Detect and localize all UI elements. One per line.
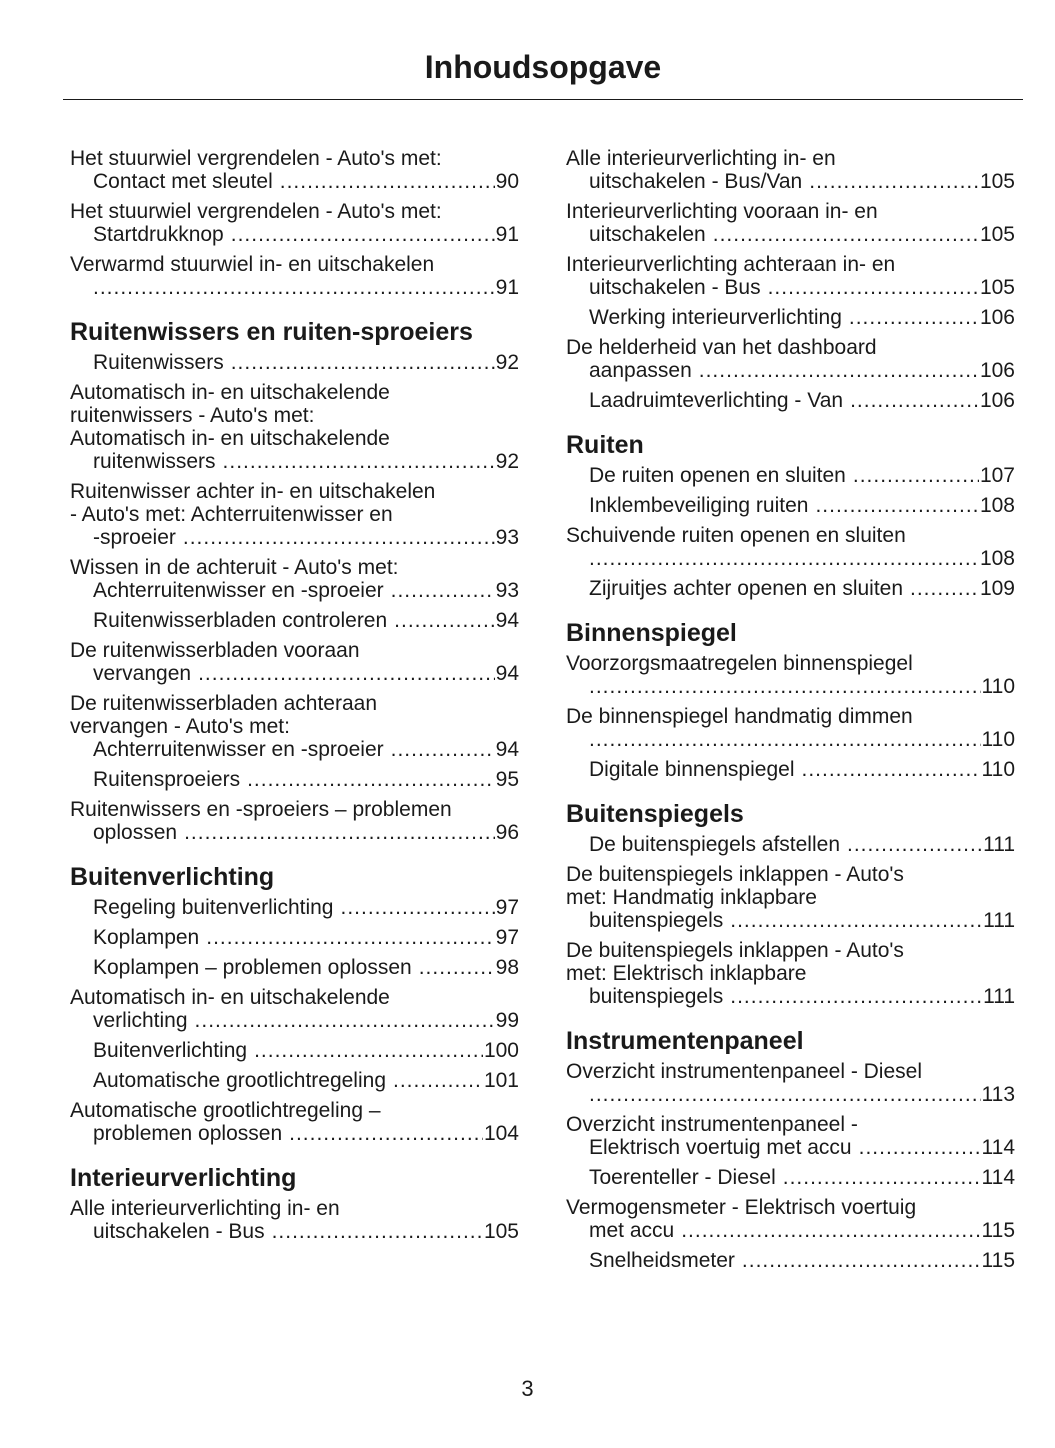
toc-entry-leader-line — [93, 526, 519, 549]
toc-entry-leader-line — [589, 985, 1015, 1008]
toc-page-number: 110 — [981, 728, 1015, 751]
toc-entry-label: Inklembeveiliging ruiten — [589, 494, 809, 517]
toc-page-number: 92 — [495, 450, 519, 473]
toc-entry-leader-line — [93, 170, 519, 193]
dot-leader — [198, 662, 495, 685]
dot-leader — [589, 547, 979, 570]
toc-entry-label: Elektrisch voertuig met accu — [589, 1136, 852, 1159]
toc-entry-leader-line — [589, 359, 1015, 382]
toc-page-number: 90 — [495, 170, 519, 193]
dot-leader — [589, 728, 981, 751]
toc-entry-label: De ruiten openen en sluiten — [589, 464, 846, 487]
toc-entry-line: Automatisch in- en uitschakelende — [70, 986, 390, 1009]
dot-leader — [809, 170, 979, 193]
section-heading: Buitenverlichting — [70, 863, 275, 891]
toc-entry-label: Ruitensproeiers — [93, 768, 241, 791]
toc-entry[interactable] — [566, 1060, 1015, 1106]
toc-entry-line: Interieurverlichting vooraan in- en — [566, 200, 878, 223]
toc-entry-leader-line — [93, 1039, 519, 1062]
toc-entry[interactable] — [566, 1166, 1015, 1189]
dot-leader — [289, 1122, 483, 1145]
toc-entry-leader-line — [589, 170, 1015, 193]
toc-entry-leader-line — [93, 821, 519, 844]
section-heading: Buitenspiegels — [566, 800, 744, 828]
toc-entry-line: Overzicht instrumentenpaneel - Diesel — [566, 1060, 922, 1083]
toc-entry-leader-line — [589, 547, 1015, 570]
toc-entry-leader-line — [93, 1069, 519, 1092]
toc-page-number: 105 — [979, 170, 1015, 193]
toc-entry[interactable] — [566, 1196, 1015, 1242]
dot-leader — [231, 223, 495, 246]
toc-entry[interactable] — [70, 480, 519, 549]
title-divider — [63, 99, 1023, 100]
toc-entry[interactable] — [70, 1197, 519, 1243]
toc-entry[interactable] — [566, 1249, 1015, 1272]
toc-page-number: 100 — [483, 1039, 519, 1062]
toc-entry-label: Werking interieurverlichting — [589, 306, 842, 329]
toc-page-number: 111 — [983, 909, 1015, 932]
toc-entry[interactable] — [566, 389, 1015, 412]
toc-entry-line: met: Handmatig inklapbare — [566, 886, 817, 909]
toc-entry-leader-line — [93, 1122, 519, 1145]
toc-entry[interactable] — [70, 639, 519, 685]
toc-page-number: 92 — [495, 351, 519, 374]
dot-leader — [254, 1039, 483, 1062]
toc-entry-label: Ruitenwisserbladen controleren — [93, 609, 388, 632]
toc-entry-leader-line — [93, 1009, 519, 1032]
section-heading: Binnenspiegel — [566, 619, 737, 647]
toc-page-number: 107 — [979, 464, 1015, 487]
dot-leader — [391, 738, 495, 761]
toc-entry-label: Buitenverlichting — [93, 1039, 248, 1062]
dot-leader — [730, 985, 982, 1008]
toc-entry-line: Verwarmd stuurwiel in- en uitschakelen — [70, 253, 435, 276]
toc-page-number: 111 — [983, 985, 1015, 1008]
toc-entry-label: Toerenteller - Diesel — [589, 1166, 776, 1189]
toc-entry[interactable] — [566, 336, 1015, 382]
toc-entry[interactable] — [70, 768, 519, 791]
toc-entry-line: - Auto's met: Achterruitenwisser en — [70, 503, 393, 526]
toc-entry-label: met accu — [589, 1219, 675, 1242]
toc-entry-leader-line — [589, 1083, 1015, 1106]
toc-entry[interactable] — [70, 798, 519, 844]
toc-entry-leader-line — [589, 1249, 1015, 1272]
toc-page-number: 101 — [483, 1069, 519, 1092]
toc-page-number: 106 — [979, 306, 1015, 329]
toc-entry-leader-line — [589, 494, 1015, 517]
toc-page-number: 96 — [495, 821, 519, 844]
dot-leader — [681, 1219, 980, 1242]
dot-leader — [195, 1009, 495, 1032]
toc-entry-line: De buitenspiegels inklappen - Auto's — [566, 863, 904, 886]
toc-entry-line: Het stuurwiel vergrendelen - Auto's met: — [70, 200, 442, 223]
toc-entry[interactable] — [566, 758, 1015, 781]
toc-entry-leader-line — [93, 223, 519, 246]
dot-leader — [223, 450, 495, 473]
dot-leader — [801, 758, 980, 781]
section-heading: Ruitenwissers en ruiten-sproeiers — [70, 318, 473, 346]
dot-leader — [206, 926, 494, 949]
toc-section — [70, 864, 519, 1145]
toc-entry-leader-line — [93, 450, 519, 473]
toc-entry[interactable] — [70, 692, 519, 761]
toc-entry[interactable] — [70, 1039, 519, 1062]
dot-leader — [419, 956, 495, 979]
toc-section — [70, 1165, 519, 1243]
toc-entry-line: Het stuurwiel vergrendelen - Auto's met: — [70, 147, 442, 170]
toc-entry-label: Automatische grootlichtregeling — [93, 1069, 386, 1092]
dot-leader — [859, 1136, 981, 1159]
toc-entry-leader-line — [589, 758, 1015, 781]
dot-leader — [280, 170, 495, 193]
toc-entry[interactable] — [70, 609, 519, 632]
toc-entry[interactable] — [566, 1113, 1015, 1159]
toc-entry-leader-line — [93, 956, 519, 979]
toc-entry-label: Koplampen — [93, 926, 200, 949]
toc-page-number: 108 — [979, 494, 1015, 517]
toc-entry[interactable] — [566, 939, 1015, 1008]
toc-page-number: 91 — [495, 223, 519, 246]
section-heading: Interieurverlichting — [70, 1164, 297, 1192]
toc-page-number: 97 — [495, 926, 519, 949]
toc-entry-label: Snelheidsmeter — [589, 1249, 735, 1272]
toc-entry[interactable] — [70, 986, 519, 1032]
toc-entry-line: De ruitenwisserbladen vooraan — [70, 639, 360, 662]
toc-section — [566, 147, 1015, 412]
toc-entry-leader-line — [589, 389, 1015, 412]
dot-leader — [272, 1220, 483, 1243]
toc-page-number: 114 — [981, 1136, 1015, 1159]
toc-entry-leader-line — [589, 464, 1015, 487]
dot-leader — [742, 1249, 981, 1272]
toc-column-right — [566, 147, 1015, 1279]
page-number: 3 — [521, 1376, 534, 1401]
toc-entry-leader-line — [93, 738, 519, 761]
toc-entry-leader-line — [93, 276, 519, 299]
dot-leader — [783, 1166, 981, 1189]
toc-entry-label: Achterruitenwisser en -sproeier — [93, 738, 384, 761]
toc-entry-line: Alle interieurverlichting in- en — [566, 147, 836, 170]
toc-entry-leader-line — [589, 833, 1015, 856]
toc-entry[interactable] — [566, 494, 1015, 517]
toc-entry[interactable] — [566, 464, 1015, 487]
toc-entry-leader-line — [93, 1220, 519, 1243]
toc-page-number: 105 — [979, 223, 1015, 246]
toc-entry-label: Startdrukknop — [93, 223, 224, 246]
toc-page-number: 113 — [981, 1083, 1015, 1106]
toc-section — [566, 801, 1015, 1008]
toc-entry-line: Alle interieurverlichting in- en — [70, 1197, 340, 1220]
toc-entry-label: uitschakelen - Bus/Van — [589, 170, 803, 193]
toc-entry[interactable] — [566, 863, 1015, 932]
dot-leader — [853, 464, 979, 487]
toc-entry[interactable] — [70, 381, 519, 473]
toc-page-number: 98 — [495, 956, 519, 979]
dot-leader — [184, 821, 495, 844]
toc-entry-label: Achterruitenwisser en -sproeier — [93, 579, 384, 602]
toc-page-number: 108 — [979, 547, 1015, 570]
dot-leader — [247, 768, 495, 791]
toc-entry[interactable] — [566, 652, 1015, 698]
toc-entry-label: oplossen — [93, 821, 178, 844]
dot-leader — [713, 223, 979, 246]
toc-section — [70, 147, 519, 299]
toc-entry-leader-line — [589, 577, 1015, 600]
dot-leader — [231, 351, 495, 374]
toc-entry[interactable] — [70, 956, 519, 979]
toc-entry-line: ruitenwissers - Auto's met: — [70, 404, 315, 427]
toc-entry-label: Koplampen – problemen oplossen — [93, 956, 412, 979]
toc-entry-line: met: Elektrisch inklapbare — [566, 962, 807, 985]
dot-leader — [391, 579, 495, 602]
toc-entry-label: De buitenspiegels afstellen — [589, 833, 840, 856]
toc-page-number: 105 — [979, 276, 1015, 299]
toc-entry-line: Automatisch in- en uitschakelende — [70, 381, 390, 404]
section-heading: Ruiten — [566, 431, 644, 459]
toc-page-number: 94 — [495, 609, 519, 632]
toc-entry-leader-line — [589, 1136, 1015, 1159]
toc-entry[interactable] — [566, 705, 1015, 751]
toc-entry-line: Voorzorgsmaatregelen binnenspiegel — [566, 652, 913, 675]
toc-entry[interactable] — [70, 200, 519, 246]
dot-leader — [393, 1069, 483, 1092]
toc-entry-leader-line — [93, 768, 519, 791]
toc-entry-leader-line — [589, 728, 1015, 751]
toc-entry[interactable] — [70, 896, 519, 919]
toc-entry-label: buitenspiegels — [589, 909, 724, 932]
toc-page-number: 94 — [495, 738, 519, 761]
toc-entry[interactable] — [566, 524, 1015, 570]
toc-entry-leader-line — [93, 609, 519, 632]
toc-entry[interactable] — [70, 351, 519, 374]
dot-leader — [849, 306, 979, 329]
toc-entry-leader-line — [93, 351, 519, 374]
toc-page-number: 115 — [981, 1219, 1015, 1242]
toc-entry-line: Ruitenwissers en -sproeiers – problemen — [70, 798, 452, 821]
toc-page-number: 91 — [495, 276, 519, 299]
toc-page-number: 114 — [981, 1166, 1015, 1189]
dot-leader — [341, 896, 495, 919]
toc-page-number: 97 — [495, 896, 519, 919]
toc-page-number: 105 — [483, 1220, 519, 1243]
dot-leader — [183, 526, 495, 549]
toc-entry-leader-line — [93, 926, 519, 949]
toc-page-number: 110 — [981, 758, 1015, 781]
toc-entry-line: Wissen in de achteruit - Auto's met: — [70, 556, 399, 579]
toc-entry[interactable] — [566, 577, 1015, 600]
toc-page-number: 106 — [979, 389, 1015, 412]
toc-entry-line: De buitenspiegels inklappen - Auto's — [566, 939, 904, 962]
toc-entry-label: Contact met sleutel — [93, 170, 273, 193]
toc-entry-line: Overzicht instrumentenpaneel - — [566, 1113, 858, 1136]
toc-entry-leader-line — [93, 579, 519, 602]
toc-page-number: 99 — [495, 1009, 519, 1032]
toc-page-number: 106 — [979, 359, 1015, 382]
toc-entry-line: Interieurverlichting achteraan in- en — [566, 253, 896, 276]
toc-entry-label: verlichting — [93, 1009, 188, 1032]
toc-entry-leader-line — [93, 896, 519, 919]
toc-entry-label: uitschakelen — [589, 223, 706, 246]
dot-leader — [589, 675, 981, 698]
toc-entry[interactable] — [566, 306, 1015, 329]
toc-entry-label: problemen oplossen — [93, 1122, 283, 1145]
toc-entry[interactable] — [70, 253, 519, 299]
toc-entry[interactable] — [566, 200, 1015, 246]
toc-section — [566, 1028, 1015, 1272]
toc-entry-label: buitenspiegels — [589, 985, 724, 1008]
toc-entry-leader-line — [589, 276, 1015, 299]
toc-entry-label: Digitale binnenspiegel — [589, 758, 795, 781]
toc-entry-label: ruitenwissers — [93, 450, 216, 473]
toc-section — [566, 432, 1015, 600]
toc-entry[interactable] — [566, 147, 1015, 193]
toc-entry-leader-line — [589, 1219, 1015, 1242]
toc-page-number: 109 — [979, 577, 1015, 600]
toc-page-number: 95 — [495, 768, 519, 791]
toc-section — [566, 620, 1015, 781]
toc-entry-line: De helderheid van het dashboard — [566, 336, 877, 359]
toc-column-left — [70, 147, 519, 1250]
dot-leader — [699, 359, 979, 382]
dot-leader — [93, 276, 495, 299]
toc-entry[interactable] — [70, 147, 519, 193]
toc-page-number: 93 — [495, 526, 519, 549]
toc-entry-leader-line — [589, 306, 1015, 329]
toc-entry-line: Automatische grootlichtregeling – — [70, 1099, 381, 1122]
toc-entry-label: -sproeier — [93, 526, 176, 549]
toc-entry-leader-line — [589, 1166, 1015, 1189]
toc-page-number: 115 — [981, 1249, 1015, 1272]
toc-entry-line: Automatisch in- en uitschakelende — [70, 427, 390, 450]
toc-entry[interactable] — [70, 556, 519, 602]
toc-entry[interactable] — [70, 1099, 519, 1145]
toc-entry[interactable] — [566, 253, 1015, 299]
toc-entry[interactable] — [70, 926, 519, 949]
toc-entry-leader-line — [589, 909, 1015, 932]
toc-entry-label: uitschakelen - Bus — [93, 1220, 265, 1243]
toc-page-number: 110 — [981, 675, 1015, 698]
toc-entry-leader-line — [93, 662, 519, 685]
toc-entry-label: Ruitenwissers — [93, 351, 224, 374]
toc-entry-label: Zijruitjes achter openen en sluiten — [589, 577, 904, 600]
toc-entry-label: aanpassen — [589, 359, 692, 382]
dot-leader — [589, 1083, 981, 1106]
toc-entry-line: Schuivende ruiten openen en sluiten — [566, 524, 906, 547]
toc-page-number: 111 — [983, 833, 1015, 856]
toc-section — [70, 319, 519, 844]
toc-page-number: 93 — [495, 579, 519, 602]
toc-entry-leader-line — [589, 675, 1015, 698]
toc-entry-label: Regeling buitenverlichting — [93, 896, 334, 919]
dot-leader — [730, 909, 982, 932]
toc-entry-line: De ruitenwisserbladen achteraan — [70, 692, 378, 715]
toc-entry-line: De binnenspiegel handmatig dimmen — [566, 705, 913, 728]
toc-entry-label: Laadruimteverlichting - Van — [589, 389, 844, 412]
toc-page-number: 104 — [483, 1122, 519, 1145]
toc-entry-line: Ruitenwisser achter in- en uitschakelen — [70, 480, 436, 503]
dot-leader — [815, 494, 978, 517]
dot-leader — [850, 389, 979, 412]
page-title: Inhoudsopgave — [424, 49, 662, 85]
dot-leader — [910, 577, 979, 600]
toc-entry-label: uitschakelen - Bus — [589, 276, 761, 299]
toc-entry[interactable] — [70, 1069, 519, 1092]
section-heading: Instrumentenpaneel — [566, 1027, 804, 1055]
dot-leader — [394, 609, 494, 632]
toc-entry-label: vervangen — [93, 662, 192, 685]
dot-leader — [847, 833, 982, 856]
toc-page-number: 94 — [495, 662, 519, 685]
toc-entry-leader-line — [589, 223, 1015, 246]
toc-entry-line: Vermogensmeter - Elektrisch voertuig — [566, 1196, 917, 1219]
toc-entry[interactable] — [566, 833, 1015, 856]
toc-entry-line: vervangen - Auto's met: — [70, 715, 290, 738]
dot-leader — [768, 276, 979, 299]
